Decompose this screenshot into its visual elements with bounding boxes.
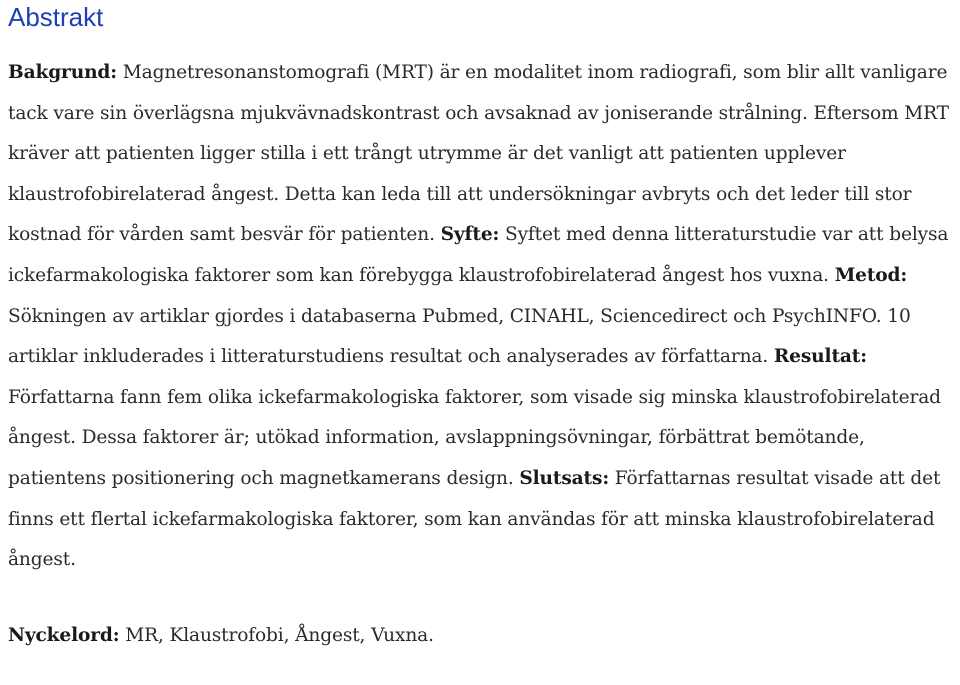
- conclusion-label: Slutsats:: [519, 467, 610, 489]
- keywords-text: MR, Klaustrofobi, Ångest, Vuxna.: [119, 624, 434, 646]
- method-text: Sökningen av artiklar gjordes i databaserna Pubmed, CINAHL, Sciencedirect och PsychINFO. 10 artiklar inkluderades i litteraturstudiens resultat och analyserades av författarna.: [8, 305, 911, 368]
- conclusion-text: Författarnas resultat visade att det finns ett flertal ickefarmakologiska faktorer, som kan användas för att minska klaustrofobirelaterad ångest.: [8, 467, 941, 571]
- keywords-line: [8, 616, 958, 656]
- aim-label: Syfte:: [440, 224, 500, 246]
- background-label: Bakgrund:: [8, 62, 117, 83]
- document-page: [8, 0, 958, 656]
- results-text: Författarna fann fem olika ickefarmakologiska faktorer, som visade sig minska klaustrofobirelaterad ångest. Dessa faktorer är; utökad information, avslappningsövningar, förbättrat bemötande, patientens positionering och magnetkamerans design.: [8, 386, 941, 489]
- aim-text: Syftet med denna litteraturstudie var att belysa ickefarmakologiska faktorer som kan förebygga klaustrofobirelaterad ångest hos vuxna.: [8, 224, 949, 286]
- abstract-paragraph: [8, 53, 958, 581]
- background-text: Magnetresonanstomografi (MRT) är en modalitet inom radiografi, som blir allt vanligare tack vare sin överlägsna mjukvävnadskontrast och avsaknad av joniserande strålning. Eftersom MRT kräver att patienten ligger stilla i ett trångt utrymme är det vanligt att patienten upplever klaustrofobirelaterad ångest. Detta kan leda till att undersökningar avbryts och det leder till stor kostnad för vården samt besvär för patienten.: [8, 62, 949, 246]
- results-label: Resultat:: [773, 346, 867, 368]
- page-title: Abstrakt: [8, 2, 104, 32]
- method-label: Metod:: [834, 264, 908, 286]
- keywords-label: Nyckelord:: [8, 624, 120, 646]
